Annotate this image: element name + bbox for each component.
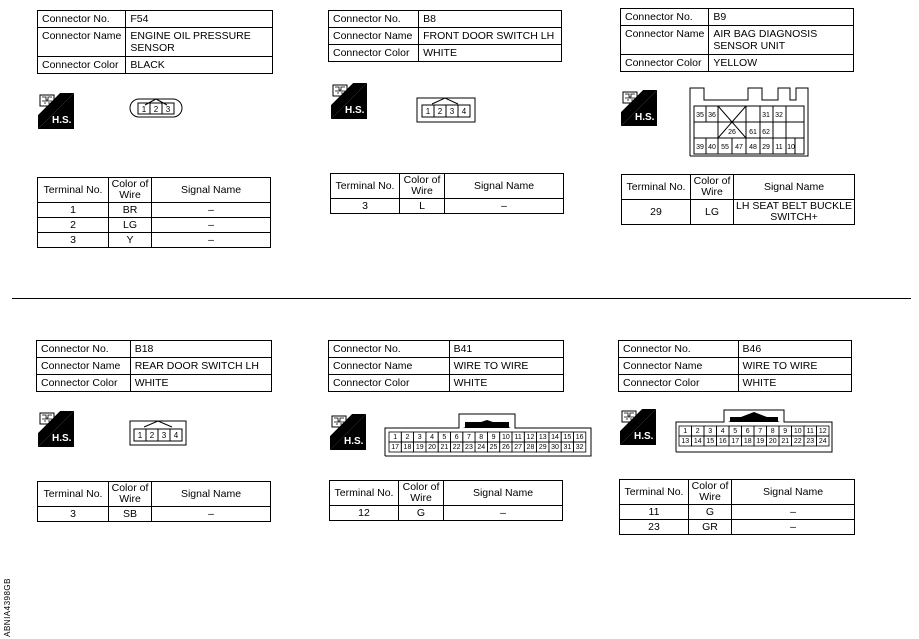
color-of-wire-header: Color of Wire [399,481,444,506]
pin: 11 [514,434,522,441]
pin: 1 [141,105,147,114]
pin: 48 [749,144,757,151]
terminal-no: 3 [38,233,109,248]
connector-color-label: Connector Color [621,55,709,72]
connector-name-value: FRONT DOOR SWITCH LH [419,28,562,45]
terminal-table-b41 [329,480,563,521]
pin: 12 [818,428,827,435]
pin: 18 [743,438,752,445]
pin: 4 [720,428,725,435]
connector-name-value: ENGINE OIL PRESSURE SENSOR [126,28,273,57]
pin: 6 [454,434,459,441]
connector-color-value: WHITE [419,45,562,62]
pin: 47 [735,144,743,151]
color-of-wire-header: Color of Wire [109,482,152,507]
harness-side-icon [38,411,74,447]
connector-color-value: WHITE [449,375,563,392]
pin: 2 [149,431,155,440]
connector-no-label: Connector No. [38,11,126,28]
connector-b9 [620,8,854,72]
connector-name-value: AIR BAG DIAGNOSIS SENSOR UNIT [709,26,854,55]
figure-code: ABNIA4398GB [3,578,12,637]
connector-no-value: B9 [709,9,854,26]
pin: 29 [762,144,770,151]
pin: 7 [466,434,471,441]
pin: 15 [706,438,715,445]
connector-f54 [37,10,273,74]
pin: 19 [415,444,424,451]
connector-no-value: B18 [130,341,271,358]
terminal-no: 12 [330,506,399,521]
pin: 9 [491,434,496,441]
pin: 8 [770,428,775,435]
pin: 10 [787,144,795,151]
table-row [331,199,564,214]
terminal-no-header: Terminal No. [620,480,689,505]
pin: 13 [538,434,547,441]
pin: 23 [465,444,473,451]
pin: 1 [425,107,431,116]
pin: 26 [728,129,736,136]
terminal-no: 3 [38,507,109,522]
connector-color-value: BLACK [126,57,273,74]
connector-name-value: WIRE TO WIRE [738,358,851,375]
pin: 10 [793,428,802,435]
terminal-table-b18 [37,481,271,522]
pin: 16 [575,434,584,441]
wire-color: LG [109,218,152,233]
pin: 2 [695,428,700,435]
signal-name: – [445,199,564,214]
connector-name-label: Connector Name [621,26,709,55]
color-of-wire-header: Color of Wire [691,175,734,200]
pin: 28 [526,444,535,451]
hs-label: H.S. [344,436,364,447]
pin: 31 [563,444,572,451]
table-row [622,200,855,225]
signal-name: – [152,203,271,218]
terminal-no: 11 [620,505,689,520]
pin: 1 [393,434,398,441]
b41-connector-diagram [383,412,593,458]
terminal-table-b9 [621,174,855,225]
pin: 14 [551,434,559,441]
pin: 5 [733,428,738,435]
pin: 6 [745,428,750,435]
connector-no-label: Connector No. [37,341,131,358]
harness-side-icon [621,90,657,126]
terminal-table-b8 [330,173,564,214]
pin: 3 [708,428,713,435]
connector-name-label: Connector Name [329,28,419,45]
pin: 32 [575,444,584,451]
pin: 25 [489,444,498,451]
signal-name: – [444,506,563,521]
pin: 18 [403,444,412,451]
hs-label: H.S. [634,431,654,442]
connector-b41 [328,340,564,392]
connector-color-value: YELLOW [709,55,854,72]
connector-no-value: F54 [126,11,273,28]
pin: 17 [391,444,400,451]
terminal-no-header: Terminal No. [331,174,400,199]
pin: 62 [762,129,770,136]
signal-name: – [732,505,855,520]
terminal-no: 2 [38,218,109,233]
terminal-no-header: Terminal No. [330,481,399,506]
connector-no-label: Connector No. [329,11,419,28]
table-row [620,505,855,520]
pin: 30 [551,444,559,451]
signal-name-header: Signal Name [152,178,271,203]
pin: 3 [417,434,422,441]
connector-b8 [328,10,562,62]
pin: 55 [721,144,729,151]
b8-connector-diagram [415,96,477,124]
harness-side-icon [330,414,366,450]
pin: 22 [793,438,802,445]
connector-no-label: Connector No. [329,341,450,358]
terminal-no-header: Terminal No. [38,482,109,507]
wire-color: LG [691,200,734,225]
pin: 10 [501,434,510,441]
harness-side-icon [620,409,656,445]
pin: 36 [708,112,716,119]
pin: 14 [693,438,702,445]
pin: 5 [442,434,447,441]
terminal-table-b46 [619,479,855,535]
pin: 17 [731,438,740,445]
connector-no-value: B46 [738,341,851,358]
wire-color: GR [689,520,732,535]
connector-no-label: Connector No. [621,9,709,26]
pin: 20 [768,438,777,445]
connector-name-value: REAR DOOR SWITCH LH [130,358,271,375]
pin: 3 [449,107,455,116]
wire-color: Y [109,233,152,248]
harness-side-icon [331,83,367,119]
hs-label: H.S. [345,105,365,116]
pin: 13 [681,438,690,445]
pin: 31 [762,112,770,119]
pin: 27 [514,444,523,451]
signal-name-header: Signal Name [734,175,855,200]
pin: 1 [137,431,143,440]
hs-label: H.S. [52,115,72,126]
pin: 4 [430,434,435,441]
connector-color-label: Connector Color [329,45,419,62]
connector-no-value: B8 [419,11,562,28]
signal-name: LH SEAT BELT BUCKLE SWITCH+ [734,200,855,225]
pin: 16 [718,438,727,445]
signal-name-header: Signal Name [444,481,563,506]
f54-connector-diagram [128,95,184,121]
table-row [38,218,271,233]
pin: 1 [683,428,688,435]
table-row [38,203,271,218]
pin: 23 [806,438,815,445]
signal-name: – [152,507,271,522]
signal-name: – [152,218,271,233]
pin: 4 [173,431,179,440]
wire-color: L [400,199,445,214]
connector-color-label: Connector Color [329,375,450,392]
pin: 8 [479,434,484,441]
pin: 7 [758,428,763,435]
b46-connector-diagram [674,408,834,454]
terminal-no: 1 [38,203,109,218]
pin: 61 [749,129,757,136]
hs-label: H.S. [52,433,72,444]
b9-connector-diagram [688,86,810,158]
terminal-no-header: Terminal No. [622,175,691,200]
pin: 21 [440,444,449,451]
connector-name-label: Connector Name [38,28,126,57]
connector-name-label: Connector Name [37,358,131,375]
terminal-no: 3 [331,199,400,214]
pin: 19 [756,438,765,445]
connector-color-value: WHITE [738,375,851,392]
table-row [38,233,271,248]
pin: 15 [563,434,572,441]
terminal-table-f54 [37,177,271,248]
pin: 32 [775,112,783,119]
wire-color: G [399,506,444,521]
pin: 22 [452,444,461,451]
connector-color-label: Connector Color [38,57,126,74]
pin: 9 [783,428,788,435]
pin: 35 [696,112,704,119]
pin: 26 [501,444,510,451]
signal-name: – [152,233,271,248]
pin: 3 [161,431,167,440]
harness-side-icon [38,93,74,129]
connector-name-value: WIRE TO WIRE [449,358,563,375]
wire-color: BR [109,203,152,218]
terminal-no: 29 [622,200,691,225]
color-of-wire-header: Color of Wire [109,178,152,203]
table-row [620,520,855,535]
signal-name-header: Signal Name [732,480,855,505]
signal-name: – [732,520,855,535]
pin: 2 [153,105,159,114]
connector-color-label: Connector Color [619,375,739,392]
pin: 29 [538,444,547,451]
connector-color-label: Connector Color [37,375,131,392]
connector-no-label: Connector No. [619,341,739,358]
terminal-no-header: Terminal No. [38,178,109,203]
b18-connector-diagram [128,417,188,447]
pin: 12 [526,434,535,441]
pin: 11 [775,144,783,151]
pin: 4 [461,107,467,116]
signal-name-header: Signal Name [445,174,564,199]
table-row [330,506,563,521]
signal-name-header: Signal Name [152,482,271,507]
connector-b46 [618,340,852,392]
wire-color: SB [109,507,152,522]
pin: 20 [428,444,436,451]
pin: 39 [696,144,704,151]
connector-b18 [36,340,272,392]
hs-label: H.S. [635,112,655,123]
pin: 11 [806,428,814,435]
connector-name-label: Connector Name [329,358,450,375]
pin: 3 [165,105,171,114]
pin: 2 [437,107,443,116]
wire-color: G [689,505,732,520]
pin: 24 [818,438,827,445]
color-of-wire-header: Color of Wire [689,480,732,505]
connector-no-value: B41 [449,341,563,358]
section-divider [12,298,911,299]
connector-name-label: Connector Name [619,358,739,375]
terminal-no: 23 [620,520,689,535]
pin: 21 [781,438,790,445]
pin: 2 [405,434,410,441]
color-of-wire-header: Color of Wire [400,174,445,199]
pin: 24 [477,444,486,451]
table-row [38,507,271,522]
connector-color-value: WHITE [130,375,271,392]
pin: 40 [708,144,716,151]
